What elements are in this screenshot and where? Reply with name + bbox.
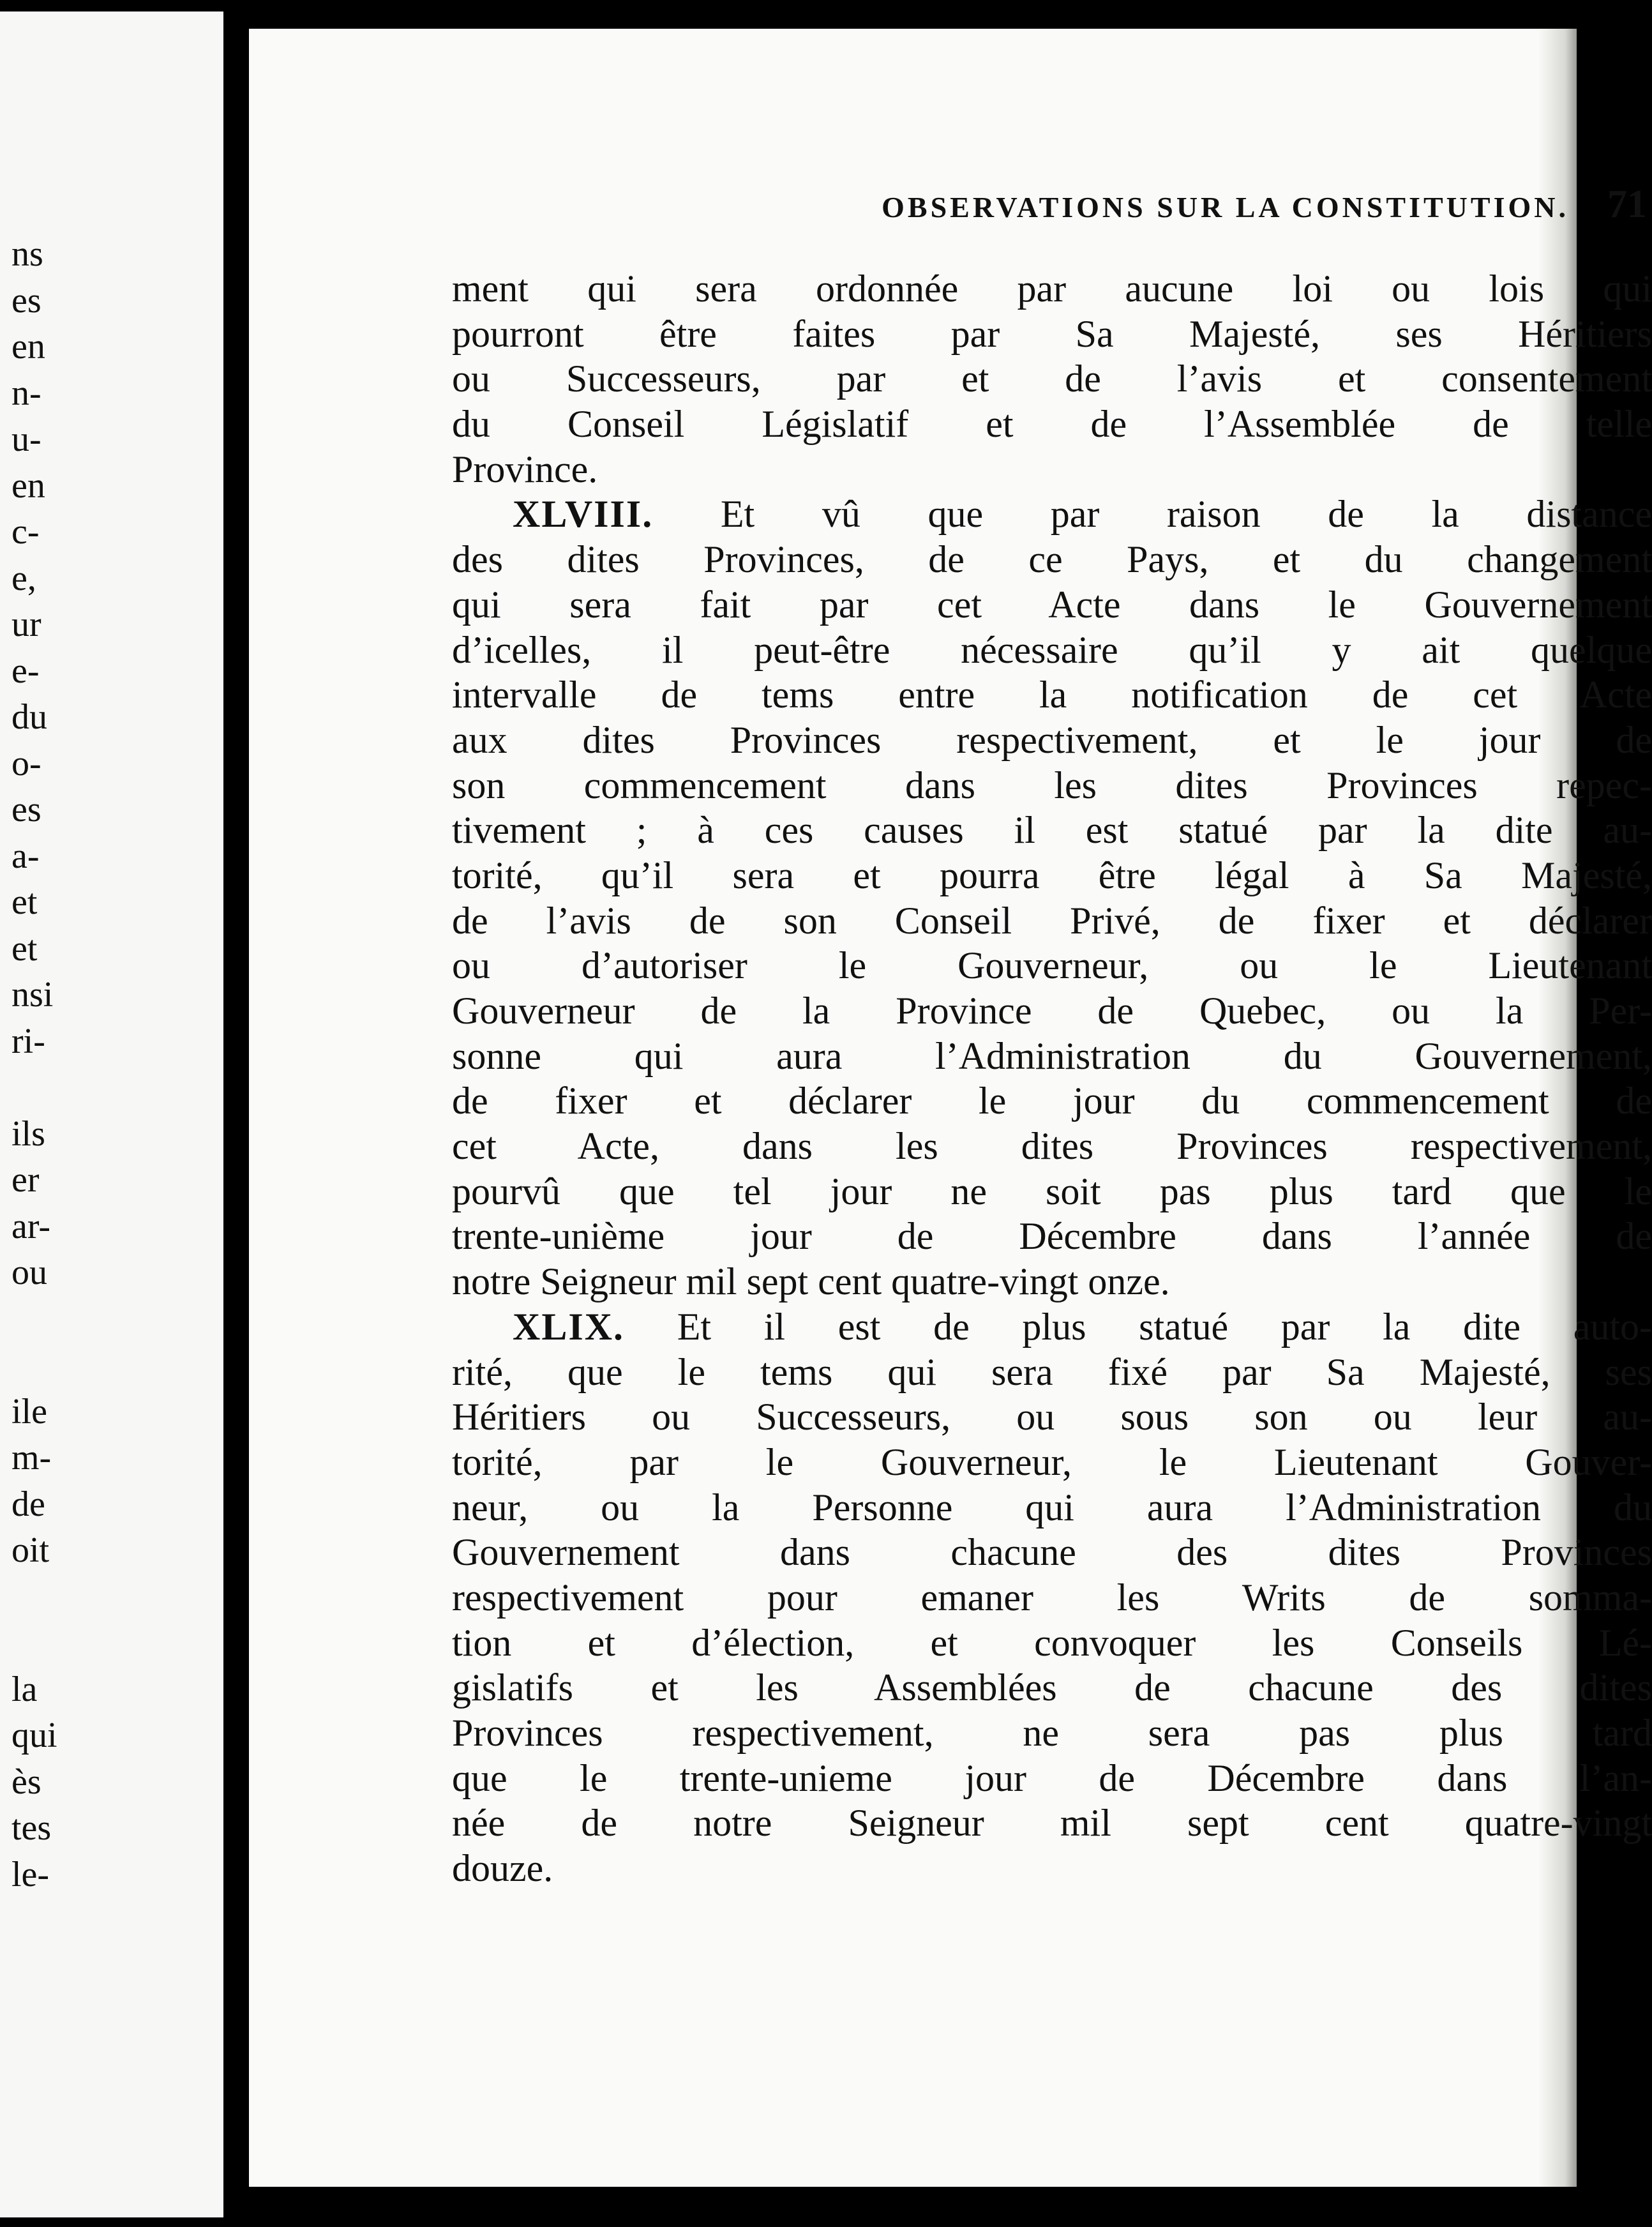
facing-page-fragment: es xyxy=(11,281,41,321)
facing-page-fragment: a- xyxy=(11,836,40,876)
article-line xyxy=(452,492,1652,537)
facing-page-fragment: ile xyxy=(11,1392,47,1431)
text-line: ou d’autoriser le Gouverneur, ou le Lieutenant xyxy=(452,944,1652,987)
facing-page-fragment: es xyxy=(11,790,41,829)
text-line: du Conseil Législatif et de l’Assemblée de telle xyxy=(452,403,1652,446)
facing-page-fragment: ri- xyxy=(11,1022,45,1061)
facing-page-fragment: er xyxy=(11,1160,40,1200)
text-line: tion et d’élection, et convoquer les Conseils Lé- xyxy=(452,1621,1652,1664)
text-line: d’icelles, il peut-être nécessaire qu’il y ait quelque xyxy=(452,628,1652,671)
text-line: douze. xyxy=(452,1847,553,1890)
article-text: Et il est de plus statué par la dite auto- xyxy=(624,1305,1652,1348)
facing-page-fragment: et xyxy=(11,929,38,969)
facing-page-fragment: c- xyxy=(11,512,40,552)
facing-page-fragment: e- xyxy=(11,651,40,691)
facing-page-fragment: ou xyxy=(11,1253,47,1292)
facing-page-fragment: ils xyxy=(11,1114,45,1154)
facing-page-fragment: ns xyxy=(11,234,43,274)
facing-page-fragment: en xyxy=(11,466,45,506)
text-line: gislatifs et les Assemblées de chacune des dites xyxy=(452,1666,1652,1709)
facing-page-fragment: m- xyxy=(11,1438,52,1477)
facing-page-fragment: o- xyxy=(11,744,41,783)
text-line: trente-unième jour de Décembre dans l’année de xyxy=(452,1215,1652,1258)
facing-page-fragment: le- xyxy=(11,1855,50,1894)
text-line: Gouvernement dans chacune des dites Provinces xyxy=(452,1531,1652,1574)
article-text: Et vû que par raison de la distance xyxy=(653,493,1652,536)
book-gutter xyxy=(223,0,249,2227)
main-page xyxy=(249,29,1652,2187)
text-line: rité, que le tems qui sera fixé par Sa Majesté, ses xyxy=(452,1350,1652,1393)
text-line: neur, ou la Personne qui aura l’Administration du xyxy=(452,1486,1652,1529)
text-line: sonne qui aura l’Administration du Gouvernement, xyxy=(452,1034,1652,1077)
facing-page-fragment: ar- xyxy=(11,1207,51,1246)
facing-page-fragment: du xyxy=(11,697,47,737)
article-line xyxy=(452,1304,1652,1350)
facing-page-fragment: ès xyxy=(11,1762,41,1802)
text-line: de l’avis de son Conseil Privé, de fixer et déclarer xyxy=(452,899,1652,942)
body-text xyxy=(452,266,1652,1891)
article-number: XLVIII. xyxy=(513,493,654,536)
text-line: Héritiers ou Successeurs, ou sous son ou leur au- xyxy=(452,1396,1652,1438)
text-line: aux dites Provinces respectivement, et le jour de xyxy=(452,718,1652,761)
facing-page-fragment: qui xyxy=(11,1716,57,1755)
text-line: que le trente-unieme jour de Décembre dans l’an- xyxy=(452,1756,1652,1799)
running-head-title: OBSERVATIONS SUR LA CONSTITUTION. xyxy=(882,191,1569,223)
facing-page xyxy=(0,11,223,2217)
text-line: son commencement dans les dites Provinces repec- xyxy=(452,764,1652,806)
text-line: intervalle de tems entre la notification de cet Acte xyxy=(452,674,1652,716)
text-line: torité, qu’il sera et pourra être légal à Sa Majesté, xyxy=(452,854,1652,896)
text-line: de fixer et déclarer le jour du commencement de xyxy=(452,1080,1652,1122)
text-line: torité, par le Gouverneur, le Lieutenant Gouver- xyxy=(452,1440,1652,1483)
article-number: XLIX. xyxy=(513,1305,625,1348)
running-head xyxy=(565,182,1647,233)
text-line: cet Acte, dans les dites Provinces respectivement, xyxy=(452,1125,1652,1168)
facing-page-fragment: u- xyxy=(11,419,41,459)
text-line: tivement ; à ces causes il est statué par la dite au- xyxy=(452,809,1652,852)
text-line: ment qui sera ordonnée par aucune loi ou lois qui xyxy=(452,268,1652,310)
text-line: ou Successeurs, par et de l’avis et consentement xyxy=(452,358,1652,400)
text-line: respectivement pour emaner les Writs de somma- xyxy=(452,1576,1652,1619)
facing-page-fragment: tes xyxy=(11,1808,52,1848)
text-line: pourvû que tel jour ne soit pas plus tard que le xyxy=(452,1170,1652,1212)
page-number: 71 xyxy=(1607,183,1647,226)
text-line: Province. xyxy=(452,448,598,490)
facing-page-fragment: en xyxy=(11,327,45,366)
text-line: Provinces respectivement, ne sera pas plus tard xyxy=(452,1712,1652,1754)
facing-page-fragment: ur xyxy=(11,605,41,644)
text-line: née de notre Seigneur mil sept cent quatre-vingt xyxy=(452,1802,1652,1845)
facing-page-fragment: et xyxy=(11,882,38,922)
facing-page-fragment: n- xyxy=(11,374,41,413)
facing-page-fragment: e, xyxy=(11,559,36,598)
facing-page-fragment: la xyxy=(11,1670,38,1709)
text-line: pourront être faites par Sa Majesté, ses Héritiers xyxy=(452,312,1652,355)
text-line: qui sera fait par cet Acte dans le Gouvernement xyxy=(452,583,1652,626)
text-line: notre Seigneur mil sept cent quatre-vingt onze. xyxy=(452,1260,1170,1303)
facing-page-fragment: de xyxy=(11,1484,45,1524)
facing-page-fragment: nsi xyxy=(11,975,54,1015)
text-line: des dites Provinces, de ce Pays, et du changement xyxy=(452,538,1652,581)
text-line: Gouverneur de la Province de Quebec, ou la Per- xyxy=(452,990,1652,1032)
facing-page-fragment: oit xyxy=(11,1530,50,1570)
facing-page-text xyxy=(0,11,223,2217)
